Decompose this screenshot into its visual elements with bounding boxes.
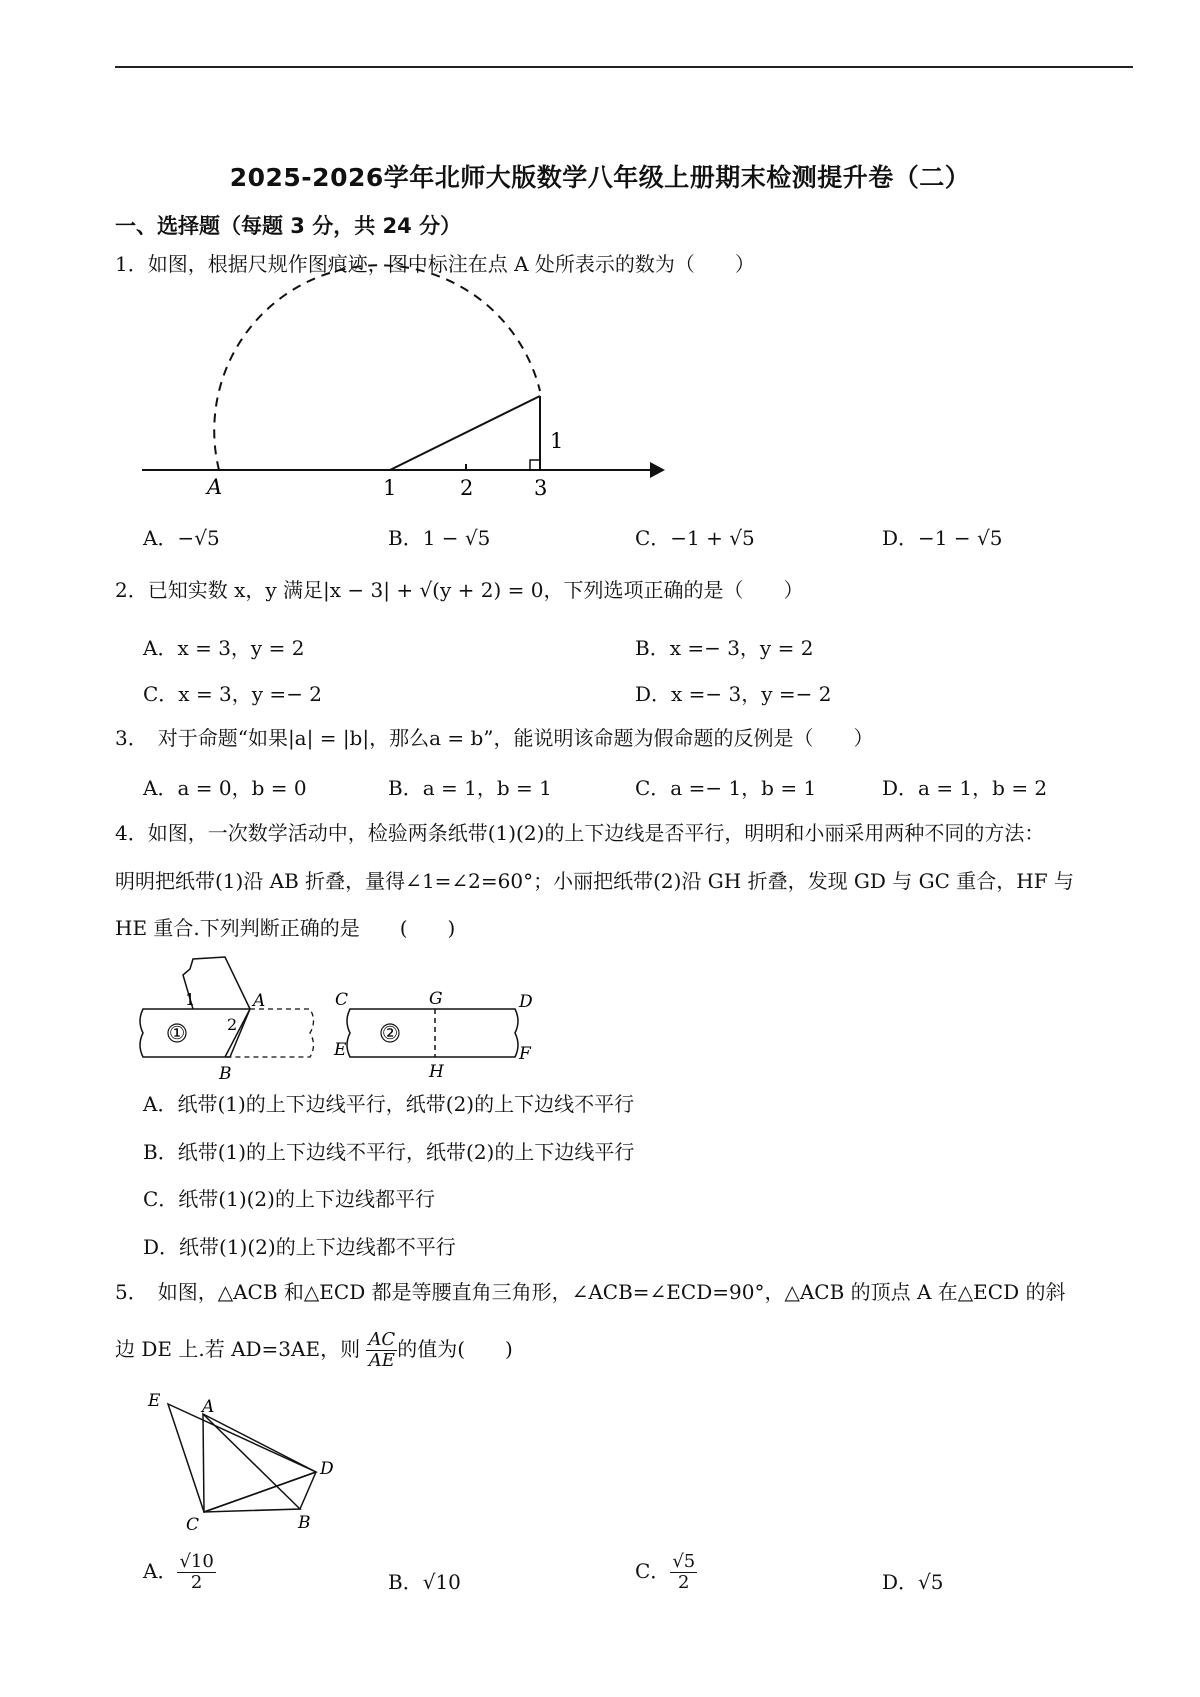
point-a-label: A bbox=[207, 475, 223, 499]
segment-cd bbox=[204, 1472, 316, 1512]
tick-1-label: 1 bbox=[383, 476, 397, 500]
q3-option-b: B．a = 1，b = 1 bbox=[388, 776, 552, 800]
q5-option-c bbox=[635, 1552, 697, 1593]
option-value: √5 bbox=[918, 1570, 944, 1594]
compass-arc bbox=[214, 265, 540, 470]
circled-one: ① bbox=[169, 1023, 186, 1044]
strip-2-body bbox=[347, 1009, 518, 1057]
point-d-label: D bbox=[519, 992, 533, 1012]
q2-option-d: D．x =− 3，y =− 2 bbox=[635, 682, 832, 706]
option-c-fraction bbox=[670, 1552, 697, 1593]
q5-option-a bbox=[143, 1552, 216, 1593]
tick-3-label: 3 bbox=[534, 476, 548, 500]
q1-option-a: A．−√5 bbox=[143, 526, 220, 550]
option-a-fraction bbox=[177, 1552, 215, 1593]
hypotenuse bbox=[390, 396, 540, 470]
question-5-stem-line1: 5． 如图，△ACB 和△ECD 都是等腰直角三角形，∠ACB=∠ECD=90°，△ACB 的顶点 A 在△ECD 的斜 bbox=[115, 1280, 1066, 1304]
q4-option-c: C．纸带(1)(2)的上下边线都平行 bbox=[143, 1187, 435, 1211]
question-4-stem-line1: 4．如图，一次数学活动中，检验两条纸带(1)(2)的上下边线是否平行，明明和小丽采用两种不同的方法： bbox=[115, 821, 1045, 845]
q1-option-b: B．1 − √5 bbox=[388, 526, 491, 550]
option-letter: B． bbox=[388, 1570, 423, 1594]
point-c-label: C bbox=[186, 1515, 200, 1535]
point-a-label: A bbox=[253, 991, 266, 1011]
question-4-stem-line3: HE 重合.下列判断正确的是 ( ) bbox=[115, 916, 456, 940]
question-1-stem: 1．如图，根据尺规作图痕迹，图中标注在点 A 处所表示的数为（ ） bbox=[115, 252, 755, 276]
point-c-label: C bbox=[335, 990, 349, 1010]
stem-text: 的值为( ) bbox=[397, 1337, 513, 1361]
fraction-denominator: 2 bbox=[190, 1572, 203, 1593]
q5-option-d bbox=[882, 1566, 944, 1595]
circled-two: ② bbox=[382, 1023, 399, 1044]
question-3-stem: 3． 对于命题“如果|a| = |b|，那么a = b”，能说明该命题为假命题的反例是（ ） bbox=[115, 726, 874, 750]
q4-option-b: B．纸带(1)的上下边线不平行，纸带(2)的上下边线平行 bbox=[143, 1140, 635, 1164]
q1-option-c: C．−1 + √5 bbox=[635, 526, 755, 550]
ac-over-ae-fraction bbox=[366, 1330, 397, 1371]
question-2-stem: 2．已知实数 x，y 满足|x − 3| + √(y + 2) = 0，下列选项正确的是（ ） bbox=[115, 578, 804, 602]
height-label: 1 bbox=[550, 429, 564, 453]
stem-text: 边 DE 上.若 AD=3AE，则 bbox=[115, 1337, 367, 1361]
q1-option-d: D．−1 − √5 bbox=[882, 526, 1003, 550]
point-e-label: E bbox=[148, 1391, 161, 1411]
point-b-label: B bbox=[219, 1064, 232, 1084]
option-value: √10 bbox=[422, 1570, 461, 1594]
fraction-numerator: √10 bbox=[179, 1551, 214, 1572]
point-g-label: G bbox=[429, 989, 443, 1009]
tick-2-label: 2 bbox=[460, 476, 474, 500]
triangle-ecd bbox=[168, 1404, 316, 1512]
q2-option-b: B．x =− 3，y = 2 bbox=[635, 636, 814, 660]
question-4-stem-line2: 明明把纸带(1)沿 AB 折叠，量得∠1=∠2=60°；小丽把纸带(2)沿 GH 折叠，发现 GD 与 GC 重合，HF 与 bbox=[115, 869, 1074, 893]
q2-option-a: A．x = 3，y = 2 bbox=[143, 636, 305, 660]
number-line-figure bbox=[0, 0, 1200, 520]
axis-arrow-icon bbox=[650, 462, 665, 478]
page-title: 2025-2026学年北师大版数学八年级上册期末检测提升卷（二） bbox=[229, 163, 971, 192]
triangle-acb bbox=[203, 1414, 300, 1512]
option-letter: C． bbox=[635, 1559, 671, 1583]
question-5-stem-line2 bbox=[115, 1330, 513, 1371]
q5-option-b bbox=[388, 1566, 461, 1595]
triangles-figure bbox=[140, 1390, 360, 1540]
fraction-denominator: 2 bbox=[678, 1572, 690, 1593]
point-d-label: D bbox=[320, 1459, 334, 1479]
point-h-label: H bbox=[429, 1062, 444, 1082]
q4-option-a: A．纸带(1)的上下边线平行，纸带(2)的上下边线不平行 bbox=[143, 1092, 635, 1116]
point-a-label: A bbox=[202, 1397, 215, 1417]
angle-2-label: 2 bbox=[227, 1015, 238, 1034]
q3-option-c: C．a =− 1，b = 1 bbox=[635, 776, 817, 800]
q2-option-c: C．x = 3，y =− 2 bbox=[143, 682, 323, 706]
q3-option-d: D．a = 1，b = 2 bbox=[882, 776, 1048, 800]
fraction-denominator: AE bbox=[368, 1350, 395, 1371]
right-angle-mark bbox=[530, 460, 540, 470]
angle-1-label: 1 bbox=[185, 990, 196, 1009]
point-e-label: E bbox=[334, 1040, 347, 1060]
point-f-label: F bbox=[519, 1044, 531, 1064]
paper-strips-figure bbox=[135, 955, 535, 1084]
q4-option-d: D．纸带(1)(2)的上下边线都不平行 bbox=[143, 1235, 456, 1259]
section-heading: 一、选择题（每题 3 分，共 24 分） bbox=[115, 214, 462, 238]
q3-option-a: A．a = 0，b = 0 bbox=[143, 776, 307, 800]
fraction-numerator: √5 bbox=[672, 1551, 696, 1572]
point-b-label: B bbox=[298, 1513, 311, 1533]
option-letter: A． bbox=[143, 1559, 178, 1583]
fraction-numerator: AC bbox=[368, 1329, 396, 1350]
option-letter: D． bbox=[882, 1570, 919, 1594]
segment-ad bbox=[203, 1414, 316, 1472]
